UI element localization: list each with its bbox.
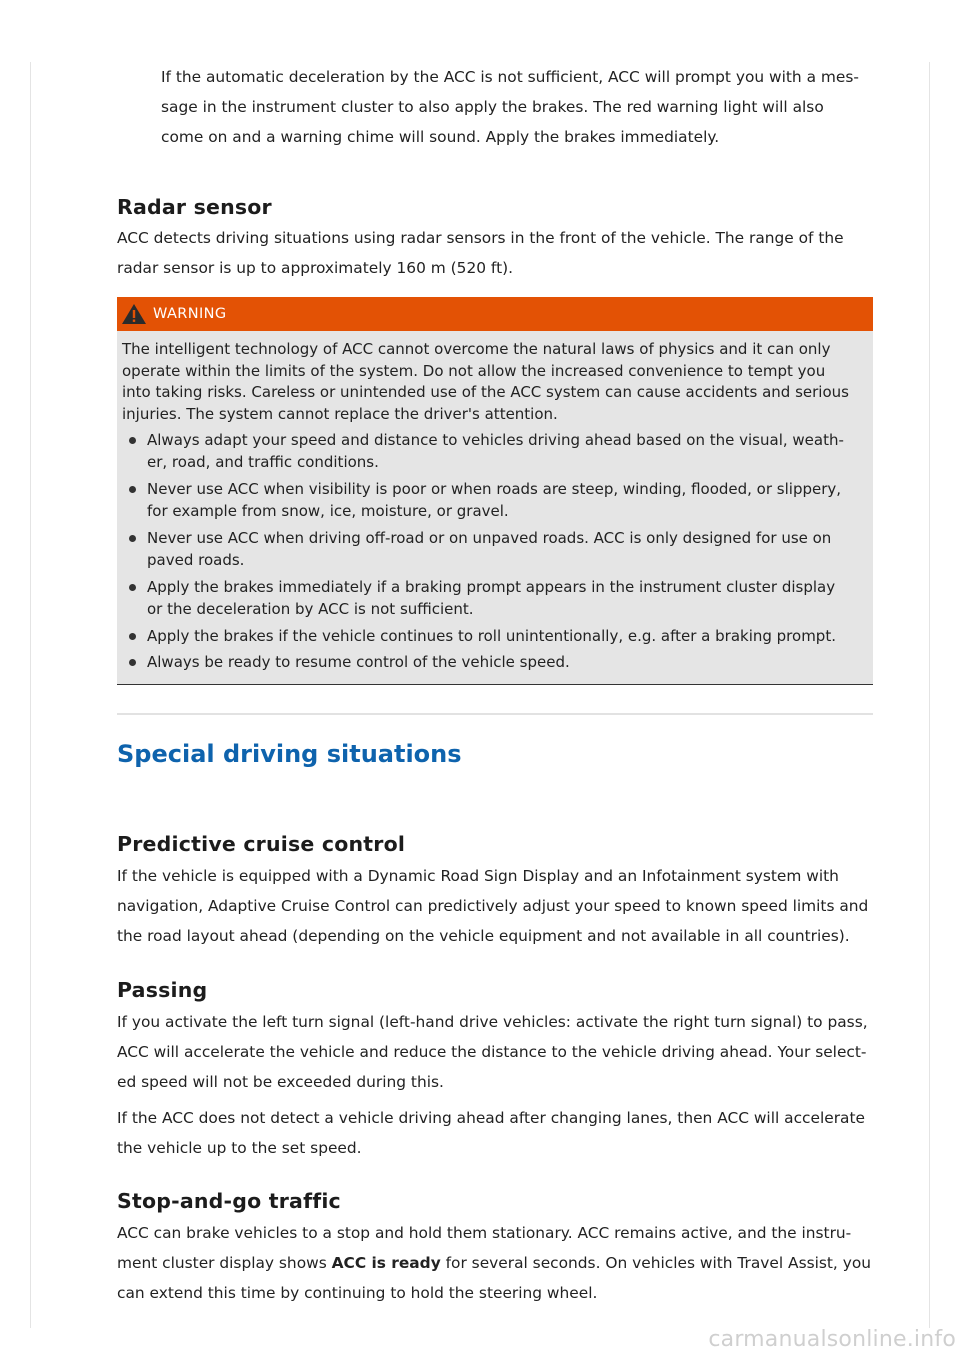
warning-box [117, 297, 873, 685]
warning-triangle-icon [121, 303, 147, 325]
radar-sensor-heading: Radar sensor [117, 195, 272, 219]
warning-bullet: Never use ACC when driving off-road or on unpaved roads. ACC is only designed for use on paved roads. [122, 527, 863, 572]
warning-header [117, 297, 873, 331]
page-border-right [929, 62, 930, 1328]
intro-paragraph [117, 62, 873, 152]
warning-line: injuries. The system cannot replace the driver's attention. [122, 405, 558, 424]
special-situations-heading: Special driving situations [117, 739, 462, 768]
warning-bullet-list [122, 429, 863, 674]
radar-paragraph [117, 223, 873, 283]
warning-bullet: Always be ready to resume control of the vehicle speed. [122, 651, 863, 674]
warning-line: The intelligent technology of ACC cannot overcome the natural laws of physics and it can only [122, 340, 831, 358]
page-border-left [30, 62, 31, 1328]
warning-bullet: Apply the brakes immediately if a braking prompt appears in the instrument cluster display or the deceleration by ACC is not sufficient. [122, 576, 863, 621]
acc-ready-display-text: ACC is ready [331, 1253, 441, 1272]
warning-paragraph [122, 339, 863, 426]
predictive-paragraph: If the vehicle is equipped with a Dynamic Road Sign Display and an Infotainment system with navigation, Adaptive Cruise Control can predictively adjust your speed to known speed limits and the road layout ahead (depending on the vehicle equipment and not available in all countries). [117, 866, 869, 945]
watermark: carmanualsonline.info [708, 1327, 956, 1352]
radar-line: radar sensor is up to approximately 160 m (520 ft). [117, 259, 514, 277]
stop-and-go-paragraph: ACC can brake vehicles to a stop and hold them stationary. ACC remains active, and the instru- ment cluster display shows ACC is ready for several seconds. On vehicles with Travel Assist, you can extend this time by continuing to hold the steering wheel. [117, 1223, 871, 1302]
stop-and-go-heading: Stop-and-go traffic [117, 1188, 341, 1213]
passing-paragraph-1: If you activate the left turn signal (left-hand drive vehicles: activate the right turn signal) to pass, ACC will accelerate the vehicle and reduce the distance to the vehicle driving ahead. Your select- ed speed will not be exceeded during this. [117, 1012, 868, 1091]
warning-bullet: Never use ACC when visibility is poor or when roads are steep, winding, flooded, or slippery, for example from snow, ice, moisture, or gravel. [122, 478, 863, 523]
warning-title: WARNING [153, 306, 227, 322]
warning-bullet: Apply the brakes if the vehicle continues to roll unintentionally, e.g. after a braking prompt. [122, 625, 863, 648]
intro-line: If the automatic deceleration by the ACC is not sufficient, ACC will prompt you with a mes- [161, 68, 859, 86]
warning-bullet: Always adapt your speed and distance to vehicles driving ahead based on the visual, weath- er, road, and traffic conditions. [122, 429, 863, 474]
intro-line: sage in the instrument cluster to also apply the brakes. The red warning light will also [161, 98, 824, 116]
passing-heading: Passing [117, 977, 208, 1002]
warning-line: operate within the limits of the system. Do not allow the increased convenience to tempt you [122, 361, 826, 380]
section-divider [117, 713, 873, 715]
warning-body [117, 331, 873, 684]
intro-line: come on and a warning chime will sound. Apply the brakes immediately. [161, 128, 720, 146]
page-content [117, 62, 873, 1308]
radar-line: ACC detects driving situations using radar sensors in the front of the vehicle. The range of the [117, 229, 844, 247]
warning-line: into taking risks. Careless or unintended use of the ACC system can cause accidents and serious [122, 383, 849, 402]
predictive-heading: Predictive cruise control [117, 831, 406, 856]
passing-paragraph-2: If the ACC does not detect a vehicle driving ahead after changing lanes, then ACC will accelerate the vehicle up to the set speed. [117, 1108, 865, 1157]
